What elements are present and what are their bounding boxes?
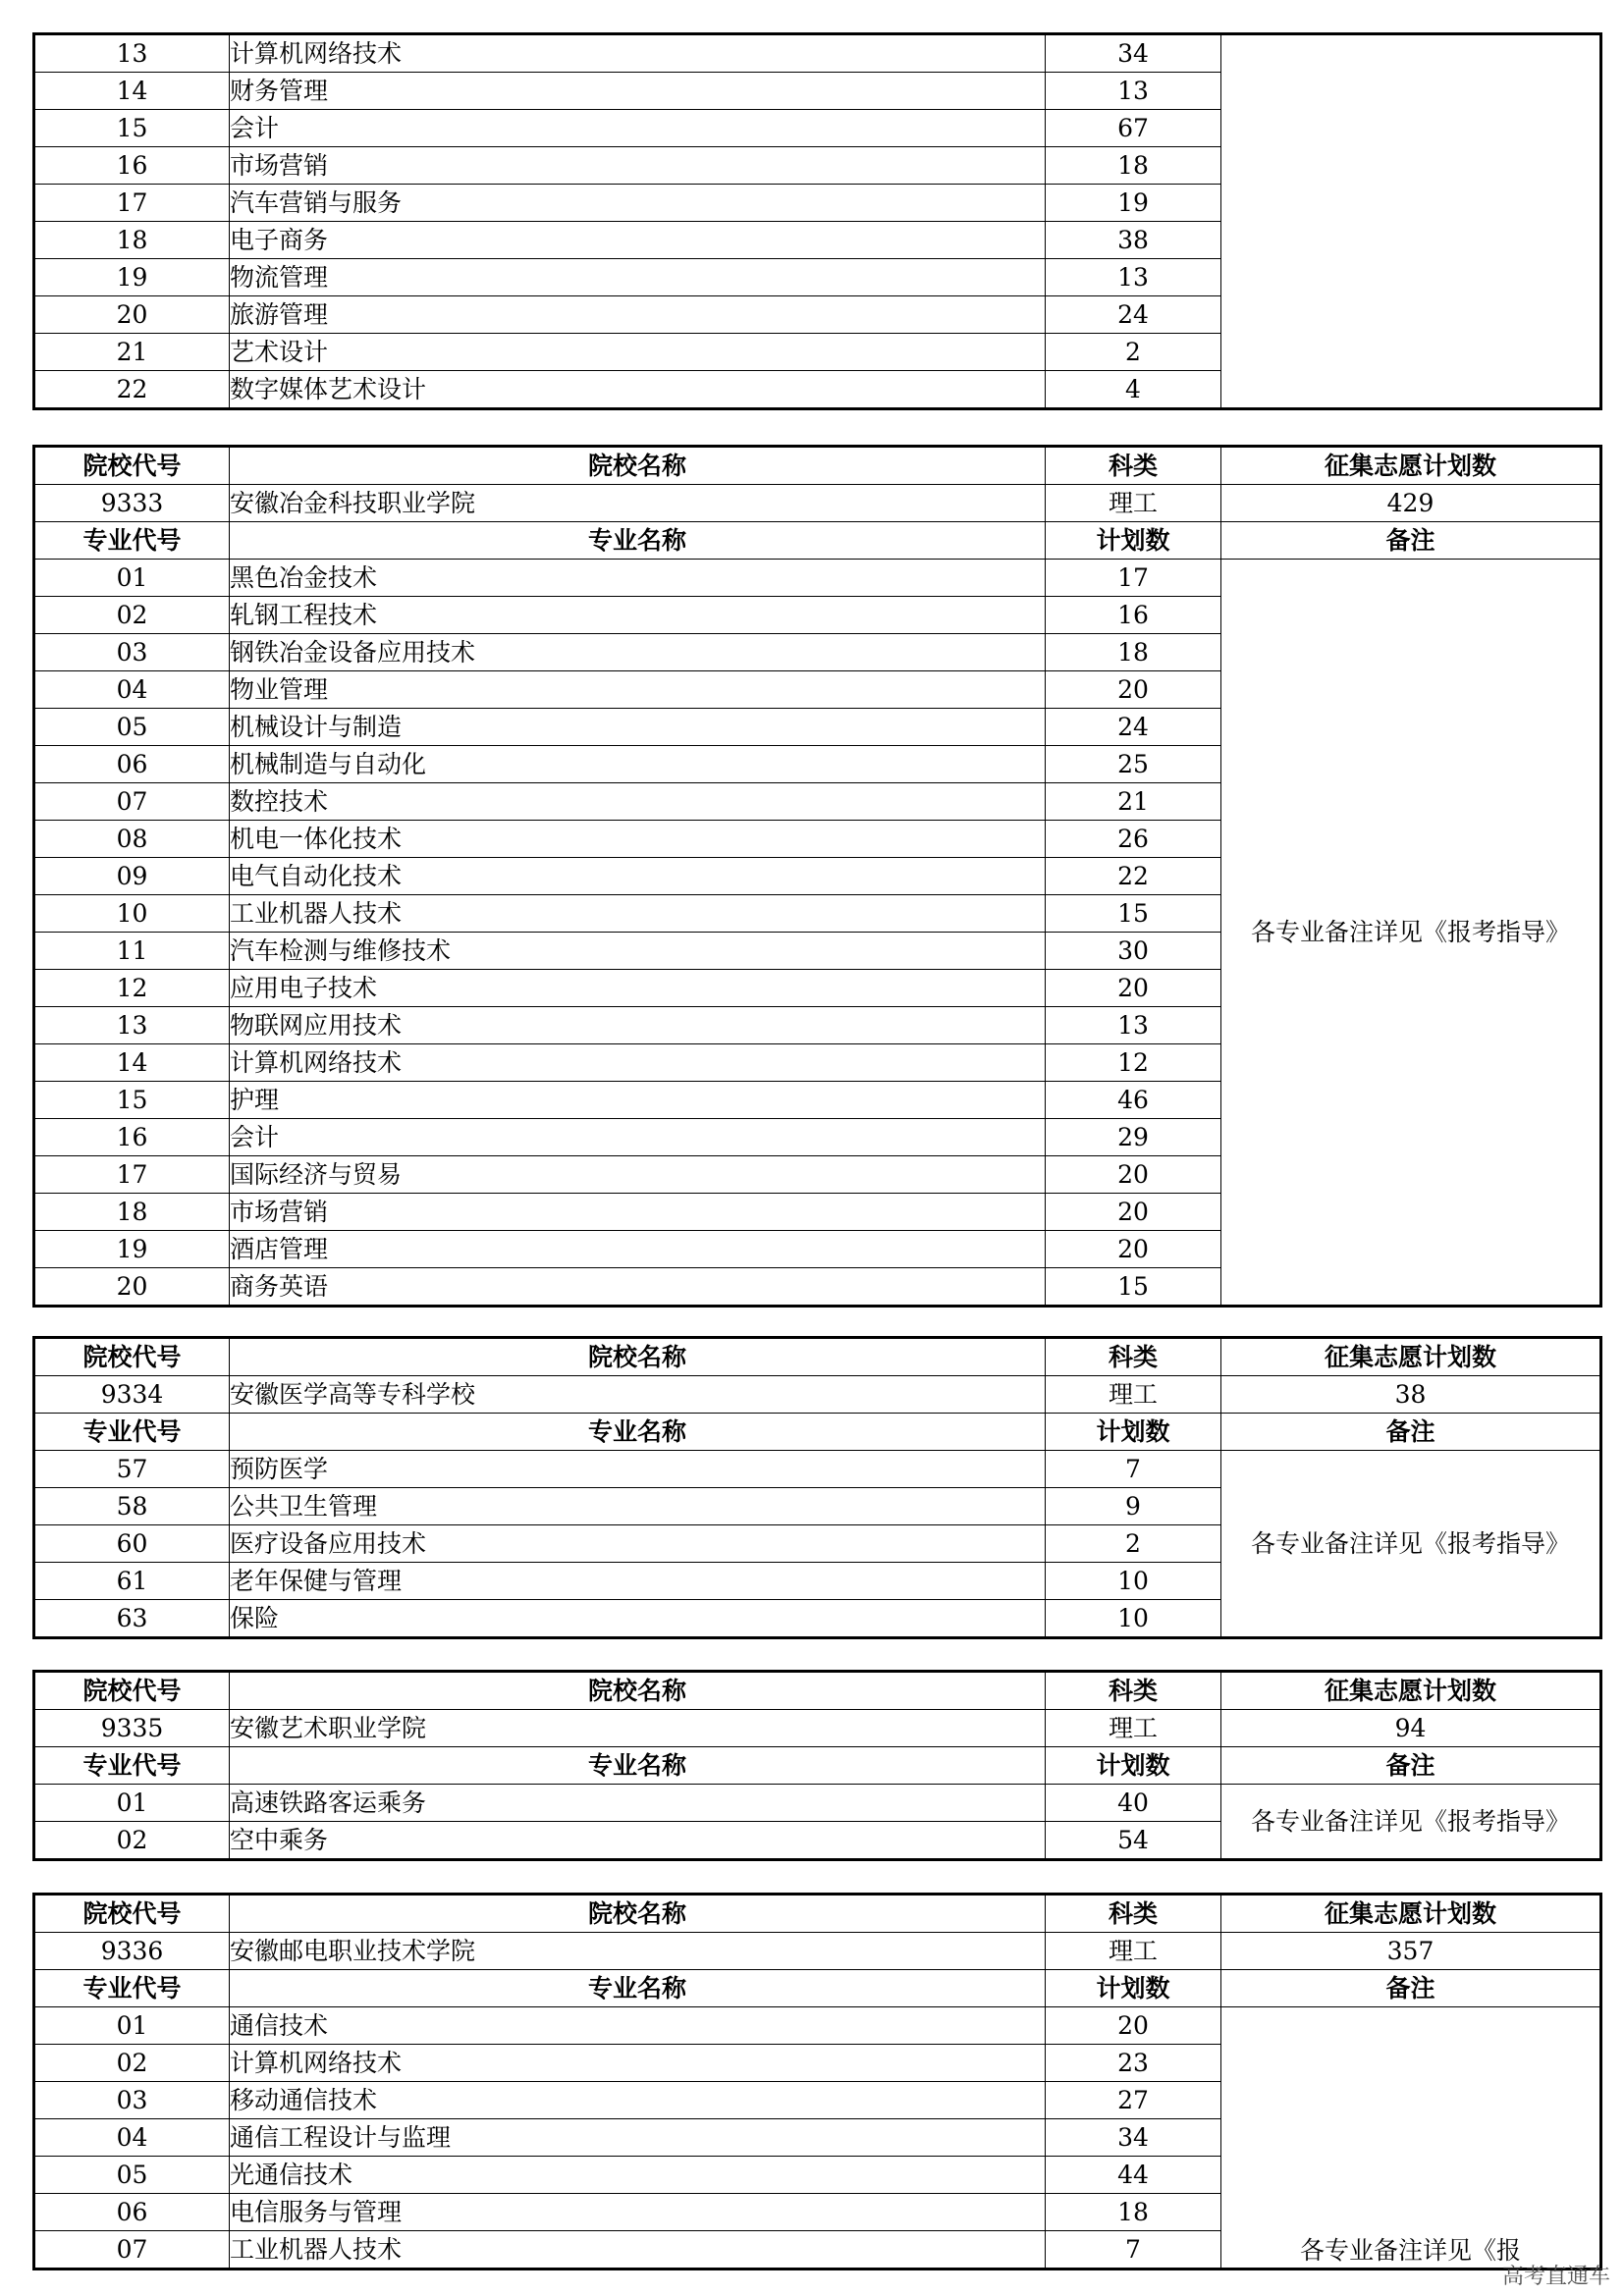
major-code: 01 xyxy=(34,1785,230,1822)
plan-count: 9 xyxy=(1046,1488,1221,1525)
school-header-row xyxy=(34,447,1601,485)
plan-count: 19 xyxy=(1046,185,1221,222)
major-code: 19 xyxy=(34,259,230,296)
major-name: 黑色冶金技术 xyxy=(230,560,1046,597)
major-row xyxy=(34,560,1601,597)
major-code: 07 xyxy=(34,2231,230,2269)
plan-count: 12 xyxy=(1046,1044,1221,1082)
major-row xyxy=(34,1451,1601,1488)
plan-count: 13 xyxy=(1046,1007,1221,1044)
major-name: 光通信技术 xyxy=(230,2157,1046,2194)
watermark: 高考直通车 xyxy=(1501,2265,1610,2289)
plan-count: 2 xyxy=(1046,334,1221,371)
major-name: 保险 xyxy=(230,1600,1046,1638)
school-header-row xyxy=(34,1338,1601,1376)
major-header-row xyxy=(34,522,1601,560)
school-info-row xyxy=(34,1710,1601,1747)
major-code: 08 xyxy=(34,821,230,858)
school-code-header: 院校代号 xyxy=(34,447,230,485)
school-code-header: 院校代号 xyxy=(34,1895,230,1933)
remarks-cell: 各专业备注详见《报考指导》 xyxy=(1221,560,1601,1307)
major-code: 01 xyxy=(34,560,230,597)
major-code: 03 xyxy=(34,634,230,671)
major-code: 18 xyxy=(34,222,230,259)
major-name: 公共卫生管理 xyxy=(230,1488,1046,1525)
major-header-row xyxy=(34,1414,1601,1451)
major-code: 03 xyxy=(34,2082,230,2119)
school-info-row xyxy=(34,1376,1601,1414)
school-block xyxy=(32,32,1602,410)
plan-count-header: 计划数 xyxy=(1046,1414,1221,1451)
major-code: 13 xyxy=(34,34,230,73)
major-name: 钢铁冶金设备应用技术 xyxy=(230,634,1046,671)
major-name: 工业机器人技术 xyxy=(230,2231,1046,2269)
plan-count: 7 xyxy=(1046,2231,1221,2269)
solicit-total: 38 xyxy=(1221,1376,1601,1414)
major-code: 09 xyxy=(34,858,230,895)
plan-count: 34 xyxy=(1046,34,1221,73)
remarks-text: 各专业备注详见《报 xyxy=(1299,2236,1521,2265)
major-code: 60 xyxy=(34,1525,230,1563)
category-header: 科类 xyxy=(1046,1895,1221,1933)
major-code: 01 xyxy=(34,2007,230,2045)
remarks-header: 备注 xyxy=(1221,1414,1601,1451)
major-name: 国际经济与贸易 xyxy=(230,1156,1046,1194)
school-name: 安徽医学高等专科学校 xyxy=(230,1376,1046,1414)
school-code-header: 院校代号 xyxy=(34,1338,230,1376)
school-code-header: 院校代号 xyxy=(34,1672,230,1710)
major-name: 老年保健与管理 xyxy=(230,1563,1046,1600)
plan-count-header: 计划数 xyxy=(1046,1970,1221,2007)
school-name: 安徽冶金科技职业学院 xyxy=(230,485,1046,522)
plan-count: 13 xyxy=(1046,259,1221,296)
major-name: 财务管理 xyxy=(230,73,1046,110)
plan-count: 20 xyxy=(1046,1231,1221,1268)
major-code: 61 xyxy=(34,1563,230,1600)
major-code: 22 xyxy=(34,371,230,409)
remarks-cell xyxy=(1221,34,1601,409)
plan-count: 18 xyxy=(1046,147,1221,185)
category-header: 科类 xyxy=(1046,1338,1221,1376)
plan-count: 27 xyxy=(1046,2082,1221,2119)
major-name-header: 专业名称 xyxy=(230,1970,1046,2007)
plan-count: 7 xyxy=(1046,1451,1221,1488)
plan-count: 13 xyxy=(1046,73,1221,110)
major-code-header: 专业代号 xyxy=(34,1747,230,1785)
remarks-header: 备注 xyxy=(1221,1970,1601,2007)
major-code: 15 xyxy=(34,110,230,147)
solicit-total-header: 征集志愿计划数 xyxy=(1221,1672,1601,1710)
school-code: 9336 xyxy=(34,1933,230,1970)
major-name-header: 专业名称 xyxy=(230,1414,1046,1451)
solicit-total: 429 xyxy=(1221,485,1601,522)
major-code: 19 xyxy=(34,1231,230,1268)
plan-count: 29 xyxy=(1046,1119,1221,1156)
school-name: 安徽邮电职业技术学院 xyxy=(230,1933,1046,1970)
major-code: 11 xyxy=(34,933,230,970)
plan-count: 17 xyxy=(1046,560,1221,597)
category-header: 科类 xyxy=(1046,1672,1221,1710)
major-name: 计算机网络技术 xyxy=(230,2045,1046,2082)
major-code: 15 xyxy=(34,1082,230,1119)
school-block xyxy=(32,445,1602,1308)
plan-count: 10 xyxy=(1046,1600,1221,1638)
plan-count: 54 xyxy=(1046,1822,1221,1860)
plan-count: 21 xyxy=(1046,783,1221,821)
major-code: 05 xyxy=(34,709,230,746)
remarks-header: 备注 xyxy=(1221,1747,1601,1785)
major-code: 04 xyxy=(34,2119,230,2157)
plan-count: 26 xyxy=(1046,821,1221,858)
school-code: 9335 xyxy=(34,1710,230,1747)
major-name: 高速铁路客运乘务 xyxy=(230,1785,1046,1822)
plan-count: 40 xyxy=(1046,1785,1221,1822)
remarks-cell xyxy=(1221,2007,1601,2269)
major-name: 医疗设备应用技术 xyxy=(230,1525,1046,1563)
major-code: 21 xyxy=(34,334,230,371)
major-name: 会计 xyxy=(230,110,1046,147)
major-code-header: 专业代号 xyxy=(34,1414,230,1451)
solicit-total-header: 征集志愿计划数 xyxy=(1221,1895,1601,1933)
major-code: 63 xyxy=(34,1600,230,1638)
major-code: 10 xyxy=(34,895,230,933)
major-name: 轧钢工程技术 xyxy=(230,597,1046,634)
major-code: 17 xyxy=(34,1156,230,1194)
major-code: 05 xyxy=(34,2157,230,2194)
major-name: 移动通信技术 xyxy=(230,2082,1046,2119)
category-header: 科类 xyxy=(1046,447,1221,485)
plan-count-header: 计划数 xyxy=(1046,522,1221,560)
major-name: 酒店管理 xyxy=(230,1231,1046,1268)
school-category: 理工 xyxy=(1046,485,1221,522)
plan-count: 20 xyxy=(1046,1194,1221,1231)
school-info-row xyxy=(34,1933,1601,1970)
major-code: 13 xyxy=(34,1007,230,1044)
school-block xyxy=(32,1670,1602,1861)
major-row xyxy=(34,2007,1601,2045)
major-code: 16 xyxy=(34,147,230,185)
major-name: 通信技术 xyxy=(230,2007,1046,2045)
plan-count: 24 xyxy=(1046,296,1221,334)
major-code-header: 专业代号 xyxy=(34,522,230,560)
major-name: 汽车营销与服务 xyxy=(230,185,1046,222)
solicit-total: 94 xyxy=(1221,1710,1601,1747)
major-header-row xyxy=(34,1970,1601,2007)
school-code: 9333 xyxy=(34,485,230,522)
major-name: 旅游管理 xyxy=(230,296,1046,334)
plan-count: 22 xyxy=(1046,858,1221,895)
major-code: 02 xyxy=(34,2045,230,2082)
school-name-header: 院校名称 xyxy=(230,1895,1046,1933)
school-category: 理工 xyxy=(1046,1376,1221,1414)
plan-count: 25 xyxy=(1046,746,1221,783)
plan-count: 16 xyxy=(1046,597,1221,634)
solicit-total: 357 xyxy=(1221,1933,1601,1970)
plan-count: 18 xyxy=(1046,2194,1221,2231)
major-name: 空中乘务 xyxy=(230,1822,1046,1860)
plan-count: 44 xyxy=(1046,2157,1221,2194)
school-block xyxy=(32,1336,1602,1639)
major-code: 14 xyxy=(34,73,230,110)
plan-count: 4 xyxy=(1046,371,1221,409)
major-name: 应用电子技术 xyxy=(230,970,1046,1007)
plan-count: 20 xyxy=(1046,1156,1221,1194)
major-code: 20 xyxy=(34,1268,230,1307)
school-header-row xyxy=(34,1672,1601,1710)
school-name-header: 院校名称 xyxy=(230,1672,1046,1710)
major-code: 02 xyxy=(34,597,230,634)
major-code: 57 xyxy=(34,1451,230,1488)
plan-count: 20 xyxy=(1046,671,1221,709)
major-code: 18 xyxy=(34,1194,230,1231)
plan-count: 67 xyxy=(1046,110,1221,147)
school-header-row xyxy=(34,1895,1601,1933)
plan-count: 10 xyxy=(1046,1563,1221,1600)
major-header-row xyxy=(34,1747,1601,1785)
plan-count: 20 xyxy=(1046,2007,1221,2045)
major-name: 市场营销 xyxy=(230,1194,1046,1231)
major-row xyxy=(34,1785,1601,1822)
major-name: 数字媒体艺术设计 xyxy=(230,371,1046,409)
plan-count: 15 xyxy=(1046,895,1221,933)
major-name: 物流管理 xyxy=(230,259,1046,296)
major-name: 电子商务 xyxy=(230,222,1046,259)
major-name: 预防医学 xyxy=(230,1451,1046,1488)
plan-count: 15 xyxy=(1046,1268,1221,1307)
plan-count: 24 xyxy=(1046,709,1221,746)
plan-count-header: 计划数 xyxy=(1046,1747,1221,1785)
major-name: 护理 xyxy=(230,1082,1046,1119)
remarks-cell: 各专业备注详见《报考指导》 xyxy=(1221,1785,1601,1860)
major-name: 市场营销 xyxy=(230,147,1046,185)
plan-count: 20 xyxy=(1046,970,1221,1007)
school-category: 理工 xyxy=(1046,1710,1221,1747)
major-name: 电气自动化技术 xyxy=(230,858,1046,895)
major-code: 06 xyxy=(34,2194,230,2231)
major-name: 艺术设计 xyxy=(230,334,1046,371)
major-name: 商务英语 xyxy=(230,1268,1046,1307)
major-name: 物业管理 xyxy=(230,671,1046,709)
solicit-total-header: 征集志愿计划数 xyxy=(1221,447,1601,485)
major-name: 会计 xyxy=(230,1119,1046,1156)
major-code-header: 专业代号 xyxy=(34,1970,230,2007)
major-name: 机电一体化技术 xyxy=(230,821,1046,858)
school-name-header: 院校名称 xyxy=(230,447,1046,485)
solicit-total-header: 征集志愿计划数 xyxy=(1221,1338,1601,1376)
major-name: 工业机器人技术 xyxy=(230,895,1046,933)
major-name: 机械制造与自动化 xyxy=(230,746,1046,783)
major-name: 计算机网络技术 xyxy=(230,1044,1046,1082)
major-code: 14 xyxy=(34,1044,230,1082)
plan-count: 46 xyxy=(1046,1082,1221,1119)
plan-count: 30 xyxy=(1046,933,1221,970)
major-name: 电信服务与管理 xyxy=(230,2194,1046,2231)
major-code: 20 xyxy=(34,296,230,334)
plan-count: 2 xyxy=(1046,1525,1221,1563)
major-name: 汽车检测与维修技术 xyxy=(230,933,1046,970)
remarks-cell: 各专业备注详见《报考指导》 xyxy=(1221,1451,1601,1638)
major-name: 数控技术 xyxy=(230,783,1046,821)
major-code: 04 xyxy=(34,671,230,709)
major-code: 17 xyxy=(34,185,230,222)
school-name: 安徽艺术职业学院 xyxy=(230,1710,1046,1747)
school-info-row xyxy=(34,485,1601,522)
major-code: 07 xyxy=(34,783,230,821)
major-code: 02 xyxy=(34,1822,230,1860)
plan-count: 23 xyxy=(1046,2045,1221,2082)
major-name: 计算机网络技术 xyxy=(230,34,1046,73)
school-name-header: 院校名称 xyxy=(230,1338,1046,1376)
school-block xyxy=(32,1893,1602,2270)
plan-count: 18 xyxy=(1046,634,1221,671)
major-code: 58 xyxy=(34,1488,230,1525)
plan-count: 34 xyxy=(1046,2119,1221,2157)
major-name: 机械设计与制造 xyxy=(230,709,1046,746)
major-name: 物联网应用技术 xyxy=(230,1007,1046,1044)
school-category: 理工 xyxy=(1046,1933,1221,1970)
major-row xyxy=(34,34,1601,73)
school-code: 9334 xyxy=(34,1376,230,1414)
remarks-header: 备注 xyxy=(1221,522,1601,560)
major-name-header: 专业名称 xyxy=(230,522,1046,560)
major-code: 12 xyxy=(34,970,230,1007)
major-code: 06 xyxy=(34,746,230,783)
plan-count: 38 xyxy=(1046,222,1221,259)
major-name-header: 专业名称 xyxy=(230,1747,1046,1785)
major-name: 通信工程设计与监理 xyxy=(230,2119,1046,2157)
major-code: 16 xyxy=(34,1119,230,1156)
